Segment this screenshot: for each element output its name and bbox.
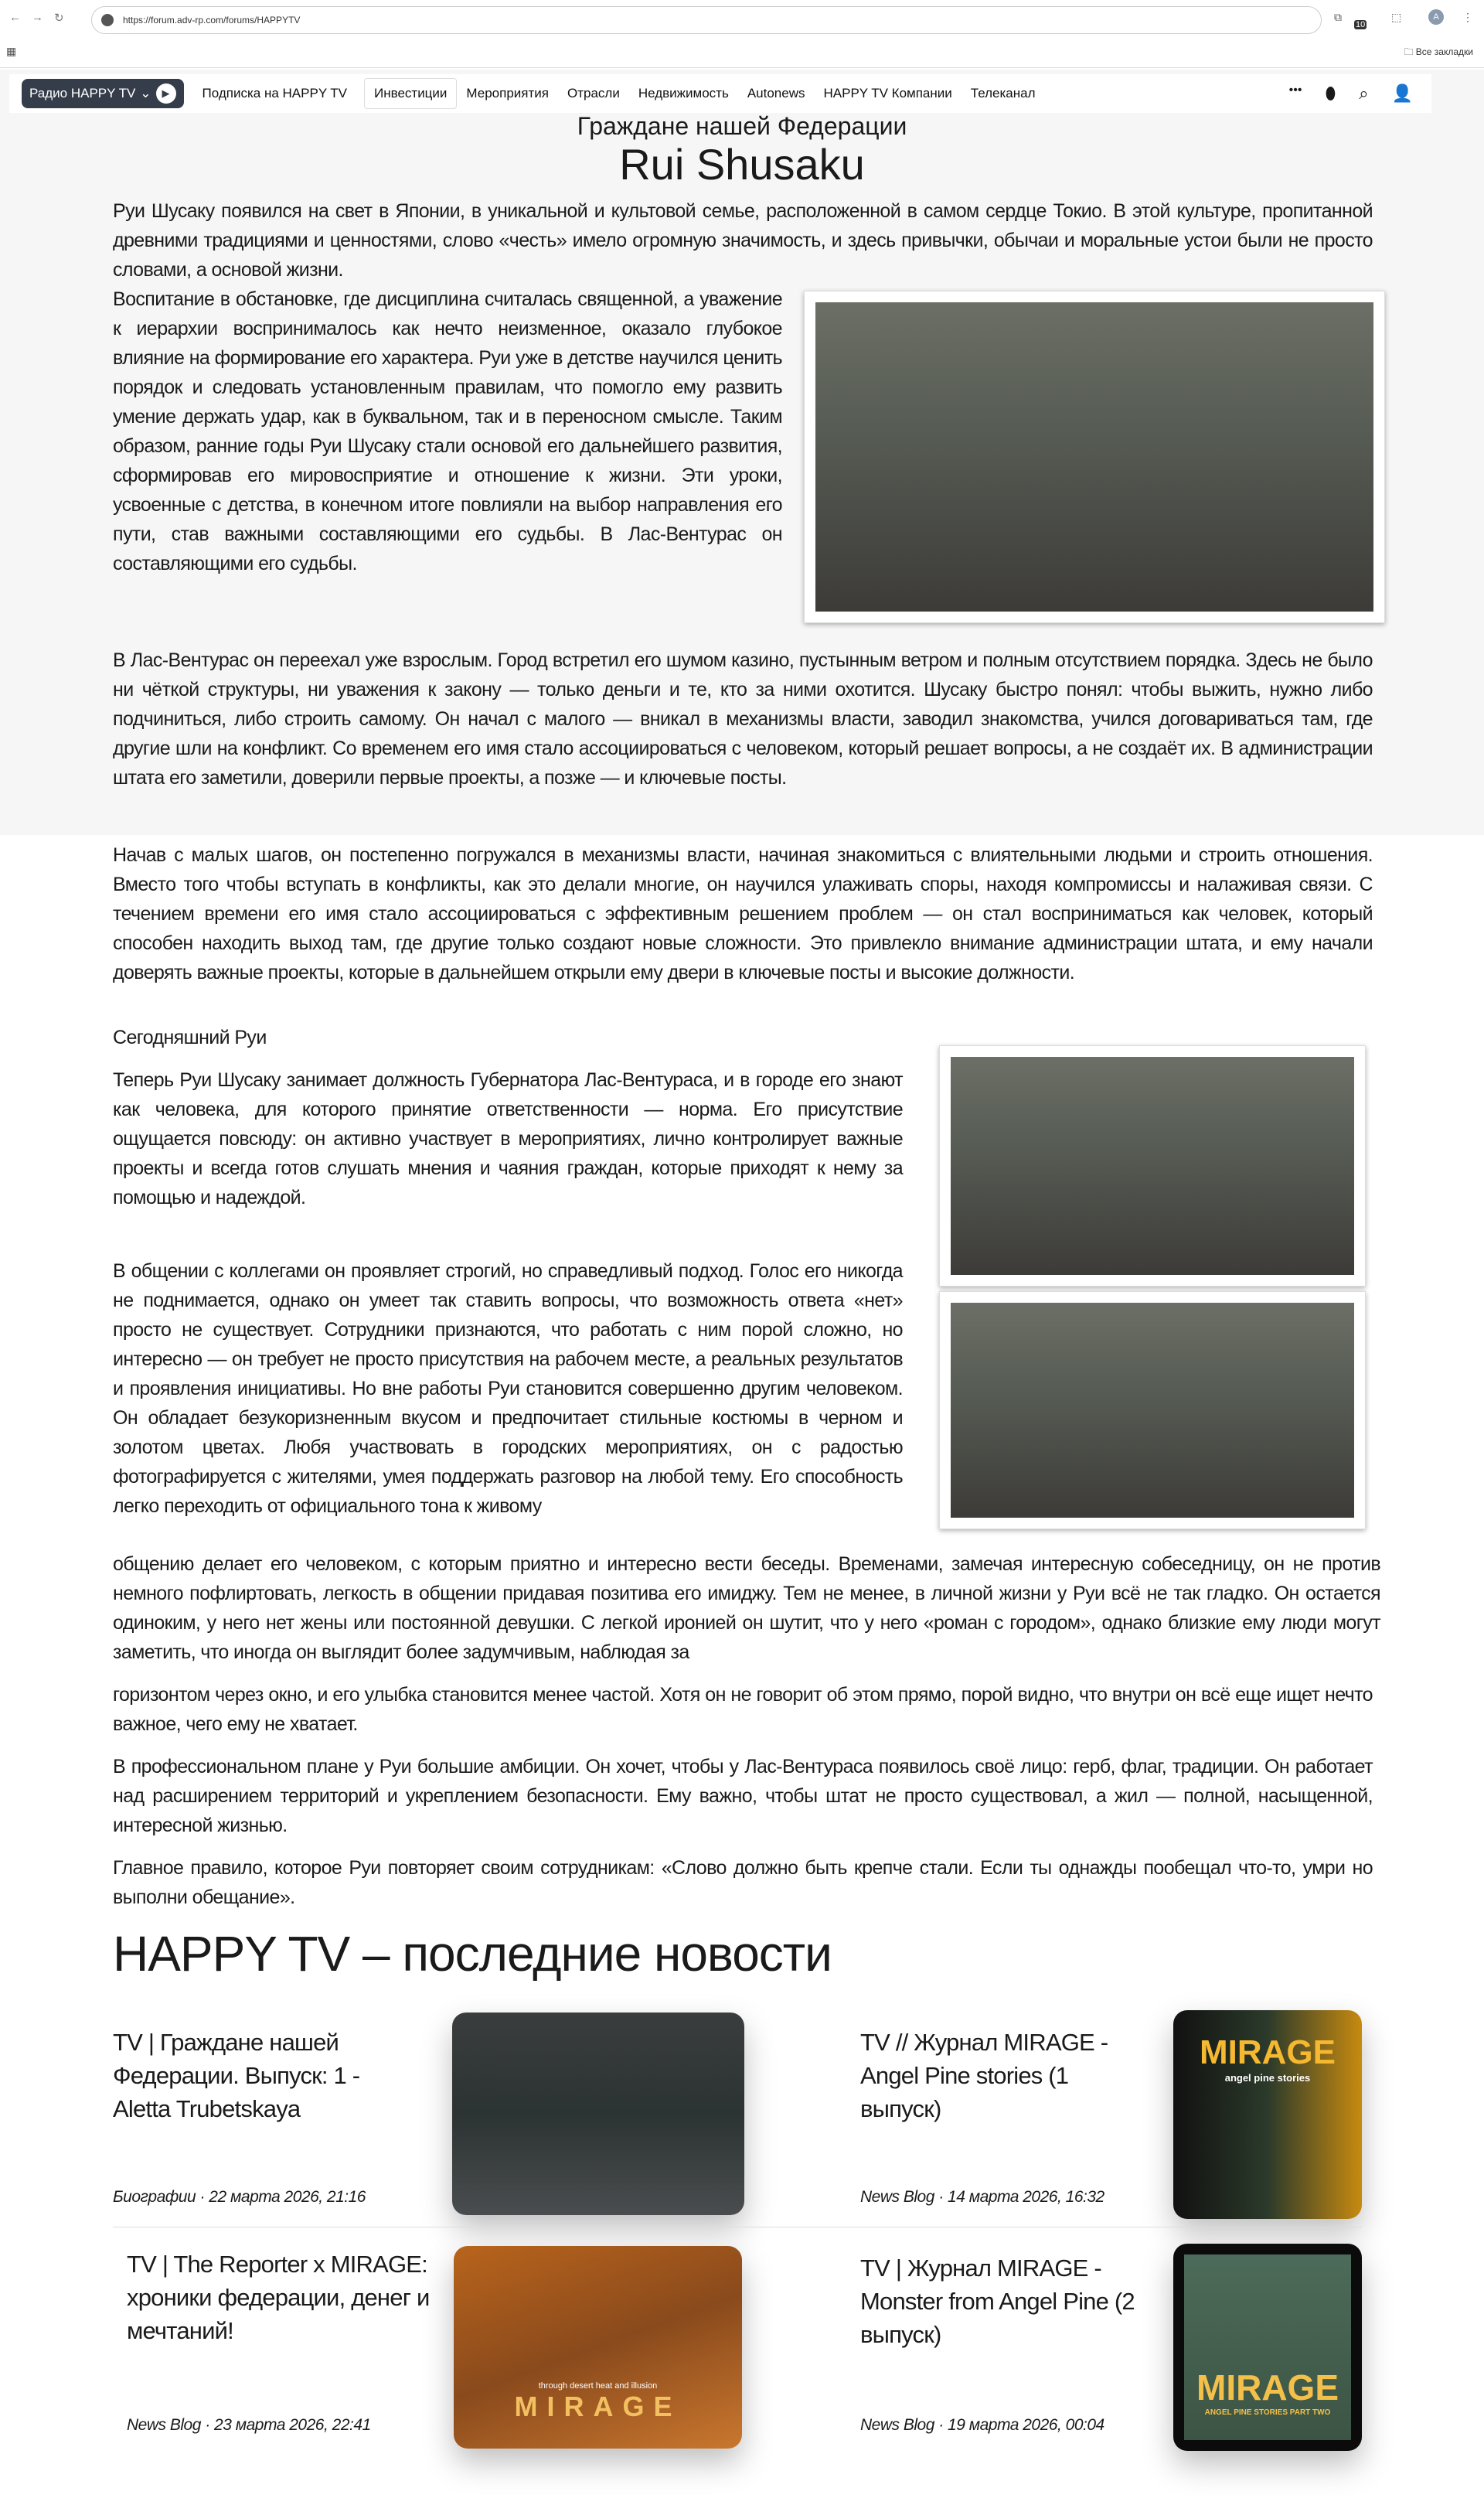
- nav-autonews[interactable]: Autonews: [747, 86, 805, 101]
- paragraph: Воспитание в обстановке, где дисциплина считалась священной, а уважение к иерархии воспринималось как нечто неизменное, оказало глубокое влияние на формирование его характера. Руи уже в детстве научился ценить порядок и следовать установленным правилам, что помогло ему развить умение держать удар, как в буквальном, так и в переносном смысле. Таким образом, ранние годы Руи Шусаку стали основой его дальнейшего развития, сформировав его мировосприятие и отношение к жизни. Эти уроки, усвоенные с детства, в конечном итоге повлияли на выбор направления его пути, став важными составляющими его судьбы. В Лас-Вентурас он составляющими его судьбы.: [113, 288, 782, 574]
- back-icon[interactable]: ←: [9, 11, 21, 24]
- paragraph: Руи Шусаку появился на свет в Японии, в уникальной и культовой семье, расположенной в самом сердце Токио. В этой культуре, пропитанной древними традициями и ценностями, слово «честь» имело огромную значимость, и здесь привычки, обычаи и моральные устои были не просто словами, а основой жизни.: [113, 200, 1373, 281]
- news-title[interactable]: TV | Граждане нашей Федерации. Выпуск: 1 - Aletta Trubetskaya: [113, 2029, 360, 2122]
- subheading: Сегодняшний Руи: [113, 1027, 267, 1048]
- play-icon[interactable]: ▶: [156, 84, 176, 104]
- news-meta: Биографии · 22 марта 2026, 21:16: [113, 2188, 366, 2206]
- news-thumbnail[interactable]: [1173, 2244, 1362, 2451]
- radio-label: Радио HAPPY TV: [29, 86, 136, 101]
- cover-subtitle: ANGEL PINE STORIES PART TWO: [1204, 2408, 1331, 2417]
- news-title[interactable]: TV // Журнал MIRAGE - Angel Pine stories (1 выпуск): [860, 2029, 1108, 2122]
- location-icon[interactable]: ⬮: [1325, 84, 1336, 103]
- article-photo-2: [939, 1045, 1366, 1287]
- user-icon[interactable]: 👤: [1391, 84, 1413, 103]
- bookmarks-label: Все закладки: [1415, 46, 1473, 57]
- url-text: https://forum.adv-rp.com/forums/HAPPYTV: [123, 15, 301, 26]
- nav-companies[interactable]: HAPPY TV Компании: [823, 86, 952, 101]
- paragraph: Теперь Руи Шусаку занимает должность Губернатора Лас-Вентураса, и в городе его знают как человека, для которого принятие ответственности — норма. Его присутствие ощущается повсюду: он активно участвует в мероприятиях, лично контролирует важные проекты и всегда готов слушать мнения и чаяния граждан, которые приходят к нему за помощью и надеждой.: [113, 1069, 903, 1208]
- news-heading: HAPPY TV – последние новости: [113, 1926, 832, 1982]
- nav-tv-channel[interactable]: Телеканал: [970, 86, 1036, 101]
- cover-subtitle: through desert heat and illusion: [538, 2381, 658, 2391]
- more-button[interactable]: •••: [1288, 84, 1302, 97]
- paragraph: В Лас-Вентурас он переехал уже взрослым. Город встретил его шумом казино, пустынным ветром и полным отсутствием порядка. Здесь не было ни чёткой структуры, ни уважения к закону — только деньги и те, кто за ними охотится. Шусаку быстро понял: чтобы выжить, нужно либо подчиниться, либо строить самому. Он начал с малого — вникал в механизмы власти, заводил знакомства, учился договариваться там, где другие шли на конфликт. Со временем его имя стало ассоциироваться с человеком, который решает вопросы, а не создаёт их. В администрации штата его заметили, доверили первые проекты, а позже — и ключевые посты.: [113, 649, 1373, 789]
- nav-industries[interactable]: Отрасли: [567, 86, 620, 101]
- site-info-icon[interactable]: [101, 14, 114, 26]
- menu-icon[interactable]: ⋮: [1462, 11, 1473, 23]
- news-thumbnail[interactable]: [1173, 2010, 1362, 2219]
- paragraph: В профессиональном плане у Руи большие амбиции. Он хочет, чтобы у Лас-Вентураса появилось своё лицо: герб, флаг, традиции. Он работает над расширением территорий и укреплением безопасности. Ему важно, чтобы штат не просто существовал, а жил — полной, насыщенной, интересной жизнью.: [113, 1756, 1373, 1836]
- site-nav: [9, 74, 1431, 113]
- address-bar[interactable]: [91, 6, 1322, 34]
- paragraph: В общении с коллегами он проявляет строгий, но справедливый подход. Голос его никогда не поднимается, однако он умеет так ставить вопросы, что возможность ответа «нет» просто не существует. Сотрудники признаются, что работать с ним порой сложно, но интересно — он требует не просто присутствия на рабочем месте, а реальных результатов и проявления инициативы. Но вне работы Руи становится совершенно другим человеком. Он обладает безукоризненным вкусом и предпочитает стильные костюмы в черном и золотом цветах. Любя участвовать в городских мероприятиях, он с радостью фотографируется с жителями, умея поддержать разговор на любой тему. Его способность легко переходить от официального тона к живому: [113, 1260, 903, 1517]
- reload-icon[interactable]: ↻: [54, 12, 64, 25]
- radio-button[interactable]: [22, 79, 184, 108]
- paragraph: Начав с малых шагов, он постепенно погружался в механизмы власти, начиная знакомиться с влиятельными людьми и строить отношения. Вместо того чтобы вступать в конфликты, как это делали многие, он научился улаживать споры, находя компромиссы и налаживая связи. С течением времени его имя стало ассоциироваться с эффективным решением проблем — он стал восприниматься как человек, который способен находить выход там, где другие только создают новые сложности. Это привлекло внимание администрации штата, и ему начали доверять важные проекты, которые в дальнейшем открыли ему двери в ключевые посты и высокие должности.: [113, 844, 1373, 983]
- news-meta: News Blog · 23 марта 2026, 22:41: [127, 2416, 371, 2434]
- nav-investments[interactable]: Инвестиции: [364, 78, 457, 109]
- news-title[interactable]: TV | The Reporter x MIRAGE: хроники федерации, денег и мечтаний!: [127, 2251, 430, 2344]
- paragraph: горизонтом через окно, и его улыбка становится менее частой. Хотя он не говорит об этом прямо, порой видно, что внутри он всё еще ищет нечто важное, чего ему не хватает.: [113, 1684, 1373, 1735]
- forward-icon[interactable]: →: [32, 11, 43, 24]
- translate-icon[interactable]: ⧉: [1334, 11, 1342, 23]
- extensions-icon[interactable]: ⬚: [1391, 11, 1402, 23]
- article-photo-3: [939, 1291, 1366, 1529]
- cover-logo: MIRAGE: [514, 2391, 682, 2422]
- article-kicker: Граждане нашей Федерации: [577, 112, 907, 140]
- nav-subscription[interactable]: Подписка на HAPPY TV: [202, 86, 347, 101]
- cover-logo: MIRAGE: [1200, 2033, 1336, 2071]
- article-title: Rui Shusaku: [619, 140, 865, 189]
- paragraph: общению делает его человеком, с которым приятно и интересно вести беседы. Временами, замечая интересную собеседницу, он не против немного пофлиртовать, легкость в общении придавая позитива его имиджу. Тем не менее, в личной жизни у Руи всё не так гладко. Он остается одиноким, у него нет жены или постоянной девушки. С легкой иронией он шутит, что у него «роман с городом», однако близкие ему люди могут заметить, что иногда он выглядит более задумчивым, наблюдая за: [113, 1553, 1380, 1663]
- news-thumbnail[interactable]: [452, 2013, 744, 2215]
- profile-avatar[interactable]: A: [1428, 9, 1444, 25]
- article-photo-1: [804, 291, 1385, 623]
- cover-logo: MIRAGE: [1196, 2367, 1339, 2408]
- chevron-down-icon: ⌄: [140, 86, 151, 101]
- extension-badge[interactable]: 10: [1356, 20, 1366, 29]
- search-icon[interactable]: ⌕: [1359, 84, 1369, 103]
- news-meta: News Blog · 14 марта 2026, 16:32: [860, 2188, 1104, 2206]
- browser-nav: [9, 11, 64, 25]
- nav-events[interactable]: Мероприятия: [466, 86, 549, 101]
- paragraph: Главное правило, которое Руи повторяет своим сотрудникам: «Слово должно быть крепче стали. Если ты однажды пообещал что-то, умри но выполни обещание».: [113, 1857, 1373, 1908]
- cover-subtitle: angel pine stories: [1224, 2072, 1311, 2084]
- news-meta: News Blog · 19 марта 2026, 00:04: [860, 2416, 1104, 2434]
- news-title[interactable]: TV | Журнал MIRAGE - Monster from Angel Pine (2 выпуск): [860, 2254, 1135, 2348]
- apps-icon[interactable]: ▦: [6, 45, 17, 57]
- all-bookmarks[interactable]: 🗀 Все закладки: [1404, 46, 1473, 57]
- nav-realty[interactable]: Недвижимость: [638, 86, 729, 101]
- news-thumbnail[interactable]: [454, 2246, 742, 2449]
- browser-chrome: [0, 0, 1484, 68]
